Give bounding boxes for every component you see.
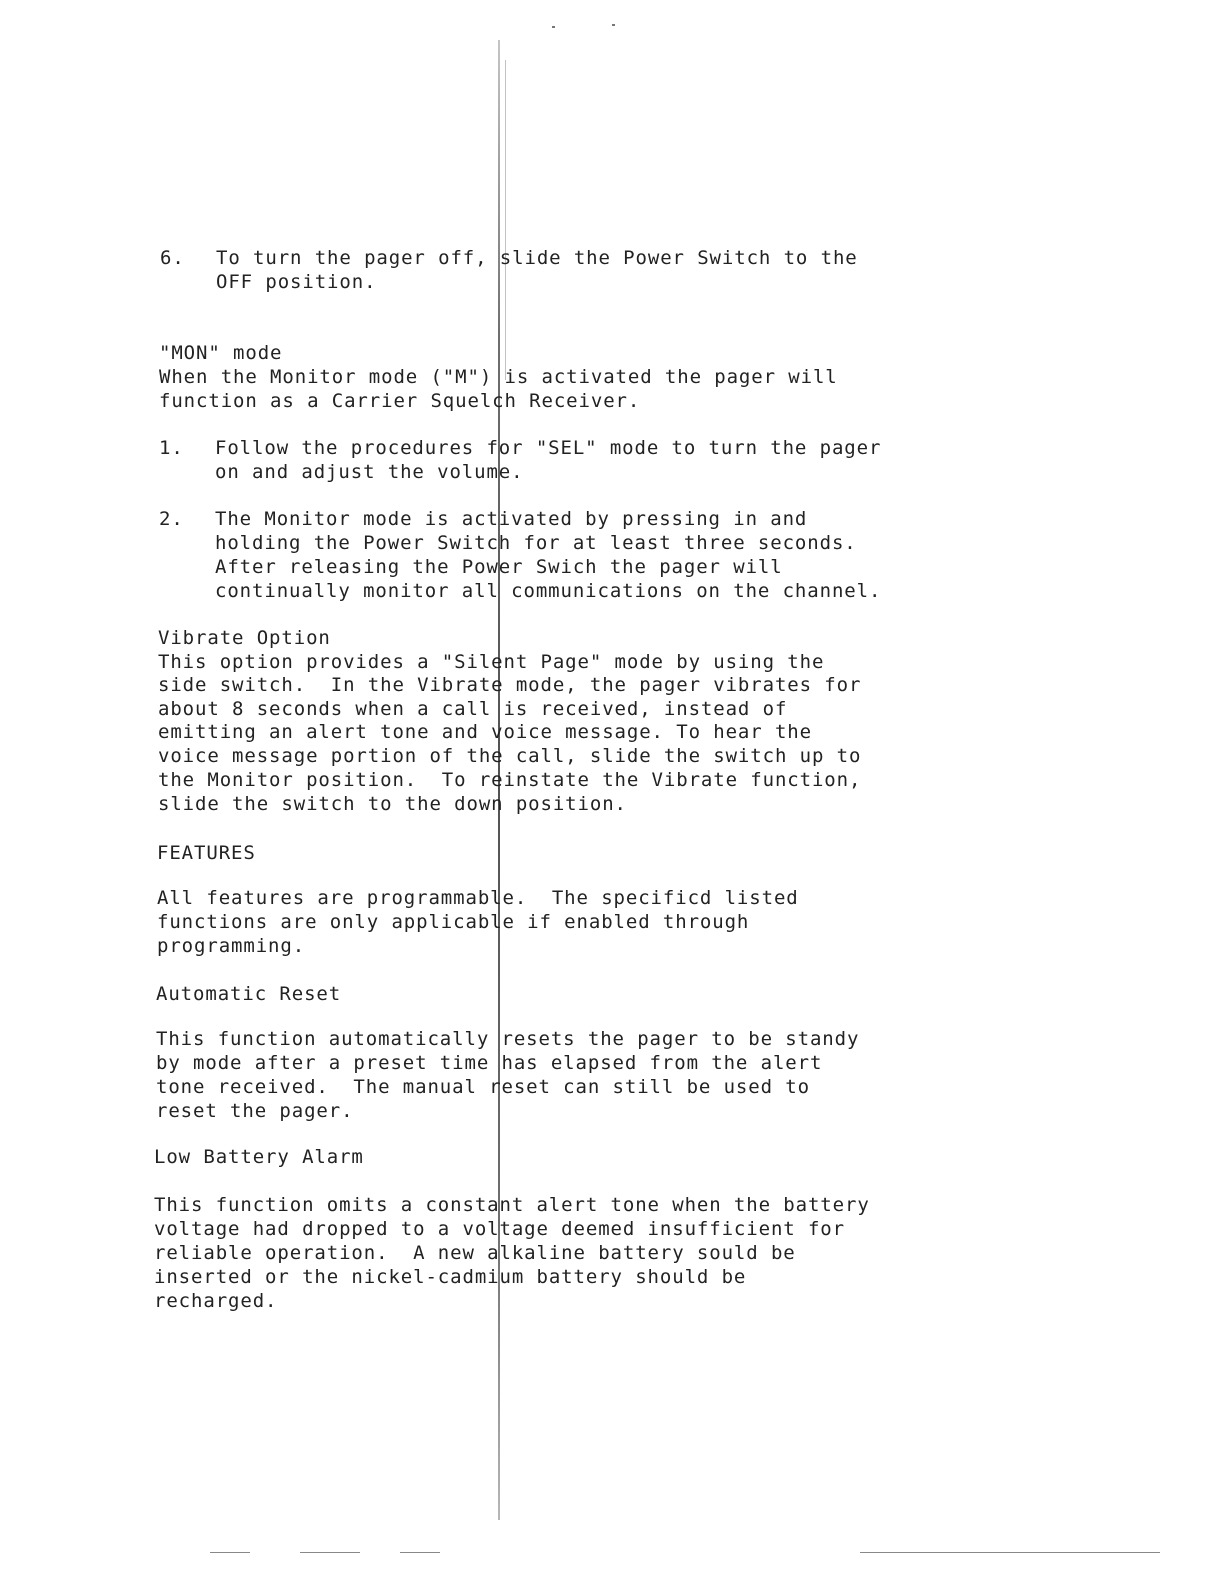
vibrate-line-6: the Monitor position. To reinstate the Vibrate function, [158, 769, 862, 791]
low-battery-line-3: reliable operation. A new alkaline battery sould be [154, 1242, 796, 1264]
mon-mode-line-1: When the Monitor mode ("M") is activated the pager will [159, 366, 838, 388]
auto-reset-line-2: by mode after a preset time has elapsed from the alert [156, 1052, 823, 1074]
features-line-3: programming. [157, 935, 306, 957]
item-6-line-1: To turn the pager off, slide the Power Switch to the [216, 247, 858, 269]
auto-reset-line-4: reset the pager. [156, 1100, 354, 1122]
features-line-1: All features are programmable. The specificd listed [157, 887, 799, 909]
item-2-line-1: The Monitor mode is activated by pressing in and [215, 508, 808, 530]
scan-speck [612, 24, 615, 26]
vibrate-line-3: about 8 seconds when a call is received, instead of [158, 698, 788, 720]
scan-speck [210, 1552, 250, 1553]
scan-speck [552, 26, 555, 28]
mon-mode-heading: "MON" mode [159, 342, 283, 364]
vibrate-line-2: side switch. In the Vibrate mode, the pager vibrates for [158, 674, 862, 696]
item-6-number: 6. [160, 247, 185, 269]
vibrate-line-1: This option provides a "Silent Page" mode by using the [158, 651, 825, 673]
auto-reset-line-1: This function automatically resets the pager to be standy [156, 1028, 860, 1050]
auto-reset-heading: Automatic Reset [156, 983, 342, 1005]
auto-reset-line-3: tone received. The manual reset can still be used to [156, 1076, 810, 1098]
mon-mode-line-2: function as a Carrier Squelch Receiver. [159, 390, 641, 412]
features-heading: FEATURES [157, 842, 256, 864]
item-1-number: 1. [159, 437, 184, 459]
scan-fold-line-secondary [505, 60, 506, 380]
low-battery-line-2: voltage had dropped to a voltage deemed insufficient for [154, 1218, 845, 1240]
features-line-2: functions are only applicable if enabled through [157, 911, 750, 933]
vibrate-line-4: emitting an alert tone and voice message. To hear the [158, 721, 812, 743]
vibrate-line-7: slide the switch to the down position. [158, 793, 627, 815]
low-battery-line-4: inserted or the nickel-cadmium battery should be [154, 1266, 747, 1288]
scan-speck [400, 1552, 440, 1553]
item-2-number: 2. [159, 508, 184, 530]
item-2-line-2: holding the Power Switch for at least three seconds. [215, 532, 857, 554]
item-1-line-2: on and adjust the volume. [215, 461, 524, 483]
item-2-line-3: After releasing the Power Swich the pager will [215, 556, 783, 578]
vibrate-heading: Vibrate Option [158, 627, 331, 649]
item-2-line-4: continually monitor all communications on the channel. [215, 580, 882, 602]
item-6-line-2: OFF position. [216, 271, 377, 293]
vibrate-line-5: voice message portion of the call, slide the switch up to [158, 745, 862, 767]
low-battery-heading: Low Battery Alarm [154, 1146, 364, 1168]
item-1-line-1: Follow the procedures for "SEL" mode to turn the pager [215, 437, 882, 459]
scan-speck [860, 1552, 1160, 1553]
scan-speck [300, 1552, 360, 1553]
low-battery-line-5: recharged. [154, 1290, 278, 1312]
low-battery-line-1: This function omits a constant alert tone when the battery [154, 1194, 870, 1216]
